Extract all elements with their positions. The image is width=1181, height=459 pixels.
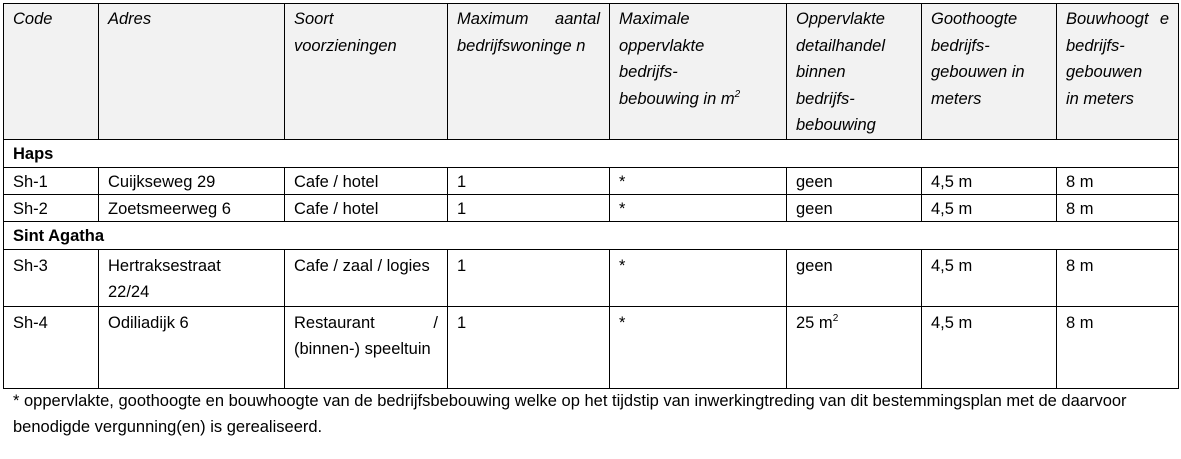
header-max-opp-label: Maximale oppervlakte bedrijfs- bebouwing in m [619, 10, 735, 108]
cell-detail-sup: 2 [832, 312, 839, 324]
cell-bouwhoogte: 8 m [1057, 167, 1179, 194]
cell-adres: Hertraksestraat 22/24 [99, 249, 285, 306]
cell-code: Sh-1 [4, 167, 99, 194]
header-detailhandel: Oppervlakte detailhandel binnen bedrijfs- bebouwing [787, 4, 922, 140]
footnote: * oppervlakte, goothoogte en bouwhoogte van de bedrijfsbebouwing welke op het tijdstip van inwerkingtreding van dit bestemmingsplan met de daarvoor benodigde vergunning(en) is gerealiseerd. [13, 392, 1127, 436]
cell-goothoogte: 4,5 m [922, 249, 1057, 306]
cell-bouwhoogte: 8 m [1057, 194, 1179, 221]
cell-woningen: 1 [448, 167, 610, 194]
cell-woningen: 1 [448, 306, 610, 388]
cell-detail-value: geen [796, 256, 833, 275]
cell-woningen: 1 [448, 194, 610, 221]
cell-code: Sh-3 [4, 249, 99, 306]
cell-detail [787, 306, 922, 388]
cell-opp: * [610, 194, 787, 221]
cell-woningen: 1 [448, 249, 610, 306]
cell-opp: * [610, 249, 787, 306]
cell-adres: Zoetsmeerweg 6 [99, 194, 285, 221]
cell-adres: Odiliadijk 6 [99, 306, 285, 388]
table-header-row [4, 4, 1179, 140]
cell-code: Sh-2 [4, 194, 99, 221]
cell-goothoogte: 4,5 m [922, 306, 1057, 388]
cell-detail [787, 194, 922, 221]
cell-adres: Cuijkseweg 29 [99, 167, 285, 194]
cell-soort: Restaurant / (binnen-) speeltuin [285, 306, 448, 388]
document-body [3, 3, 1178, 389]
cell-bouwhoogte: 8 m [1057, 306, 1179, 388]
header-bouwhoogte: Bouwhoogt e bedrijfs- gebouwen in meters [1057, 4, 1179, 140]
header-code: Code [4, 4, 99, 140]
group-label: Haps [4, 139, 1179, 167]
group-label: Sint Agatha [4, 221, 1179, 249]
table-row [4, 167, 1179, 194]
header-max-opp [610, 4, 787, 140]
header-max-woningen: Maximum aantal bedrijfswoninge n [448, 4, 610, 140]
cell-soort: Cafe / hotel [285, 194, 448, 221]
cell-goothoogte: 4,5 m [922, 194, 1057, 221]
header-soort: Soort voorzieningen [285, 4, 448, 140]
cell-soort: Cafe / zaal / logies [285, 249, 448, 306]
table-row [4, 249, 1179, 306]
cell-soort: Cafe / hotel [285, 167, 448, 194]
cell-opp: * [610, 167, 787, 194]
cell-detail-value: 25 m [796, 313, 833, 332]
cell-code: Sh-4 [4, 306, 99, 388]
voorzieningen-table [3, 3, 1179, 389]
cell-detail-value: geen [796, 172, 833, 191]
header-adres: Adres [99, 4, 285, 140]
cell-detail-value: geen [796, 199, 833, 218]
header-goothoogte: Goothoogte bedrijfs- gebouwen in meters [922, 4, 1057, 140]
cell-goothoogte: 4,5 m [922, 167, 1057, 194]
group-row [4, 221, 1179, 249]
group-row [4, 139, 1179, 167]
table-row [4, 306, 1179, 388]
header-max-opp-sup: 2 [734, 88, 741, 100]
cell-opp: * [610, 306, 787, 388]
cell-bouwhoogte: 8 m [1057, 249, 1179, 306]
cell-detail [787, 249, 922, 306]
table-row [4, 194, 1179, 221]
cell-detail [787, 167, 922, 194]
